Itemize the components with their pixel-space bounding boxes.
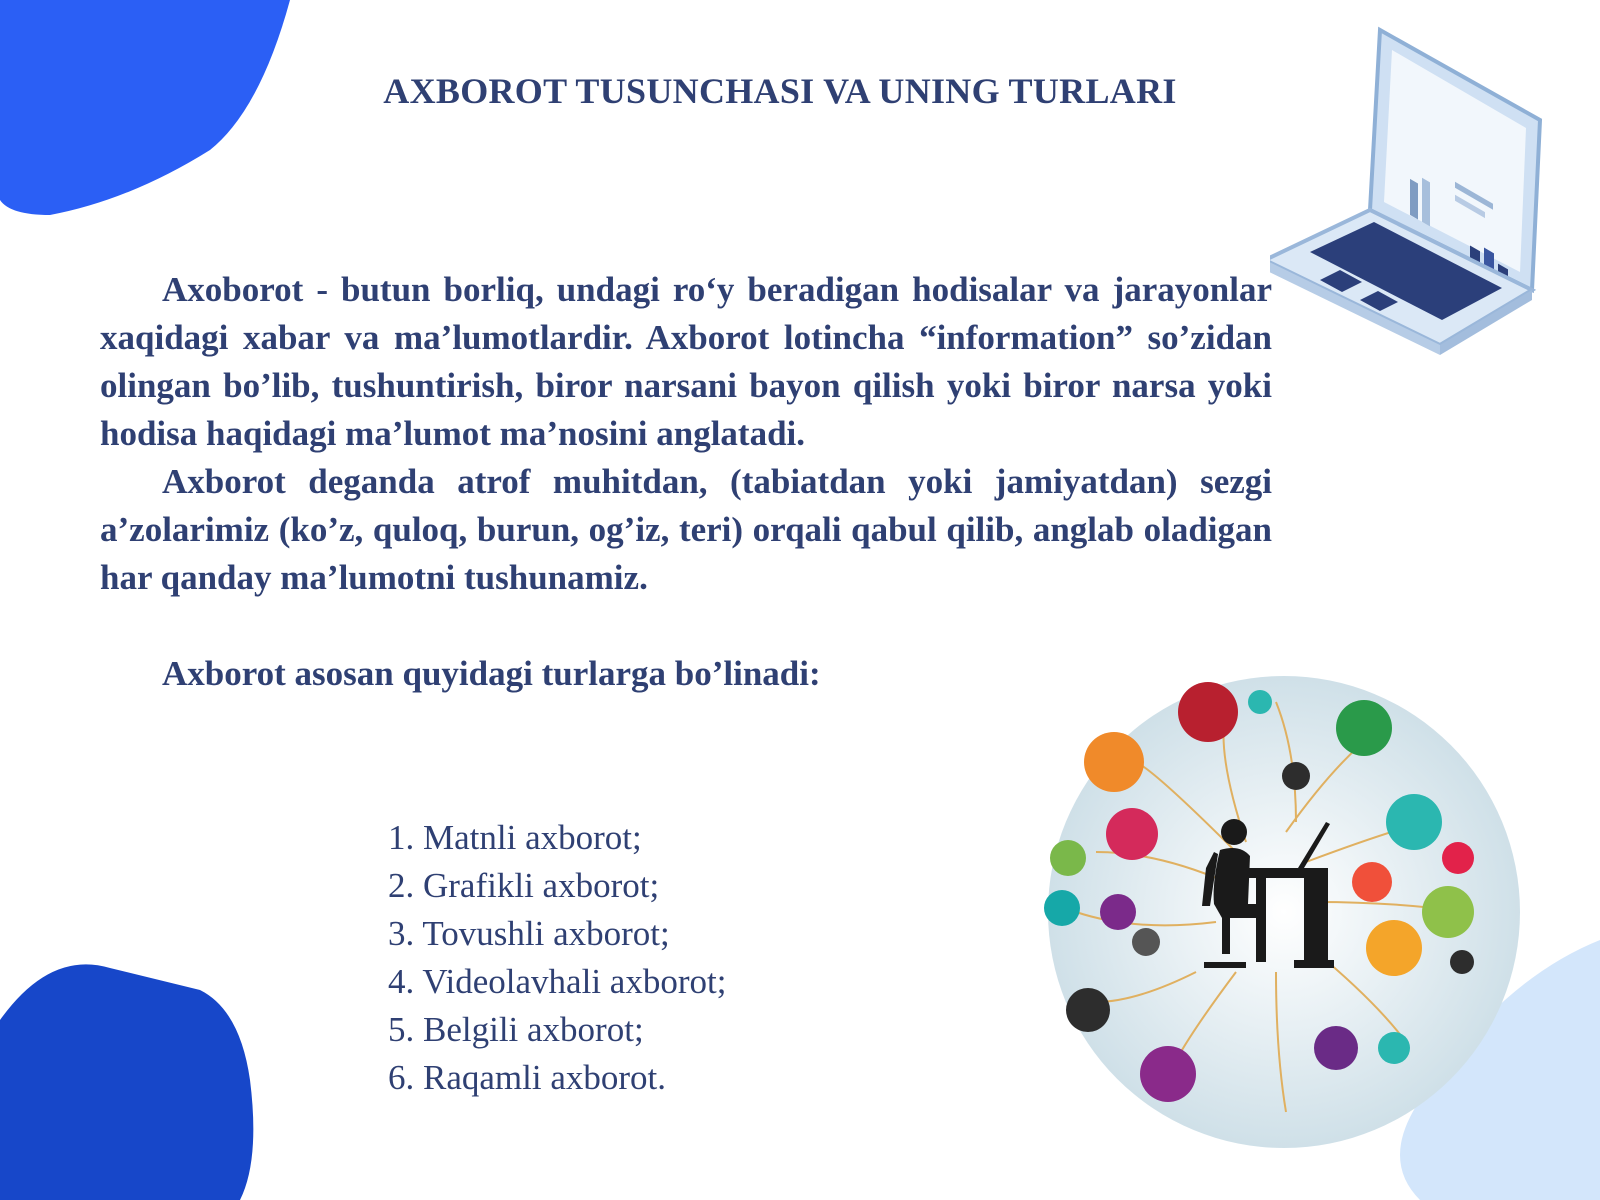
list-item: 1. Matnli axborot;	[388, 818, 642, 857]
slide-title: AXBOROT TUSUNCHASI VA UNING TURLARI	[383, 71, 1177, 111]
types-list	[388, 814, 726, 1102]
list-item: 4. Videolavhali axborot;	[388, 962, 727, 1001]
list-item: 2. Grafikli axborot;	[388, 866, 660, 905]
paragraph-perception: Axborot deganda atrof muhitdan, (tabiatdan yoki jamiyatdan) sezgi a’zolarimiz (ko’z, quloq, burun, og’iz, teri) orqali qabul qilib, anglab oladigan har qanday ma’lumotni tushunamiz.	[100, 462, 1272, 597]
list-item: 3. Tovushli axborot;	[388, 914, 670, 953]
network-user-illustration	[1036, 672, 1536, 1152]
laptop-illustration	[1270, 20, 1570, 380]
blue-blob-bottom-left	[0, 960, 270, 1200]
slide-content	[100, 266, 1272, 698]
paragraph-definition: Axoborot - butun borliq, undagi ro‘y beradigan hodisalar va jarayonlar xaqidagi xabar va ma’lumotlardir. Axborot lotincha “information” so’zidan olingan bo’lib, tushuntirish, biror narsani bayon qilish yoki biror narsa yoki hodisa haqidagi ma’lumot ma’nosini anglatadi.	[100, 270, 1272, 453]
list-item: 6. Raqamli axborot.	[388, 1058, 667, 1097]
paragraph-types-intro: Axborot asosan quyidagi turlarga bo’linadi:	[162, 654, 821, 693]
list-item: 5. Belgili axborot;	[388, 1010, 644, 1049]
